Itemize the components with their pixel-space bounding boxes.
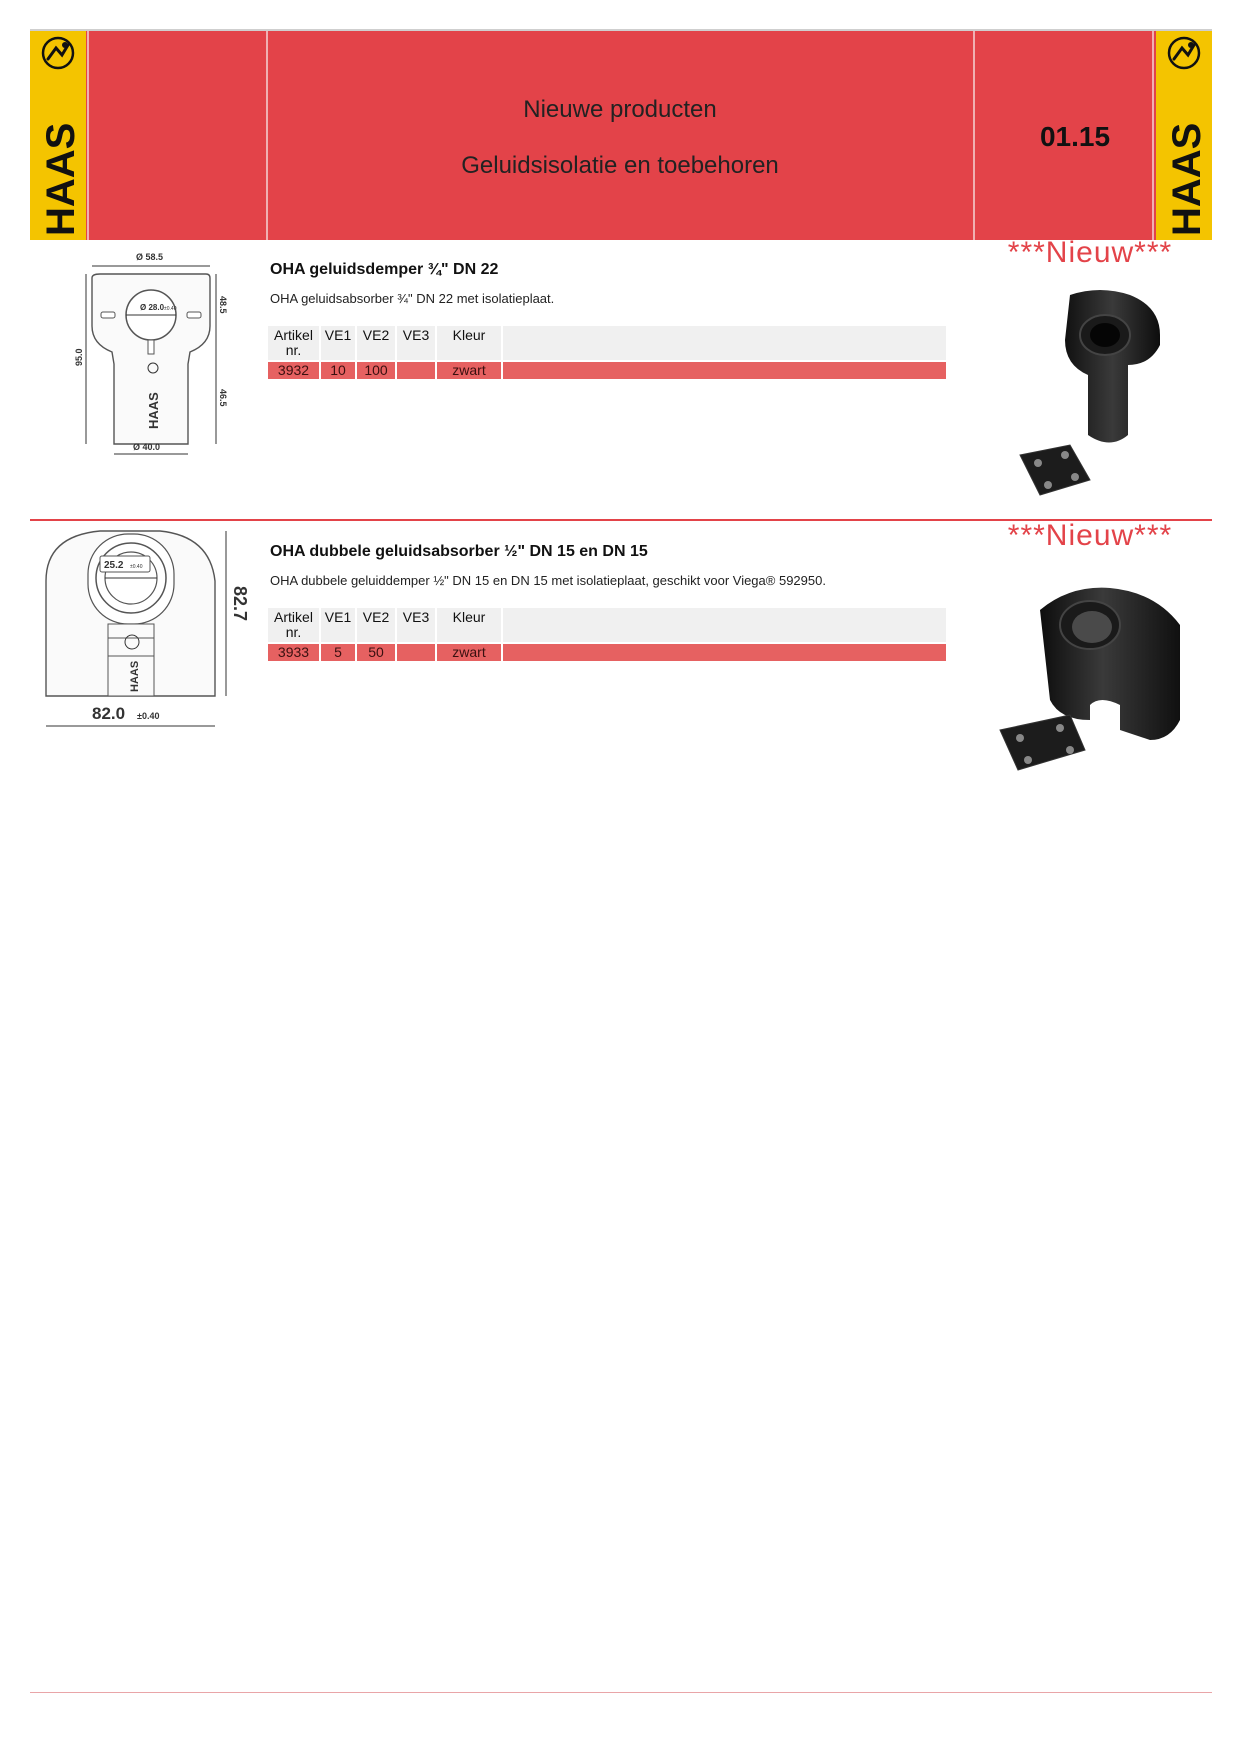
table-cell: 100 bbox=[356, 361, 396, 379]
article-table bbox=[268, 608, 948, 661]
svg-text:Ø 58.5: Ø 58.5 bbox=[136, 252, 164, 262]
page-title: Nieuwe producten bbox=[523, 96, 717, 123]
table-cell: 50 bbox=[356, 643, 396, 661]
header-divider bbox=[87, 31, 89, 240]
column-header: VE3 bbox=[396, 608, 436, 643]
table-row bbox=[268, 361, 947, 379]
article-table bbox=[268, 326, 948, 379]
svg-text:±0.40: ±0.40 bbox=[137, 711, 160, 721]
column-header: VE2 bbox=[356, 326, 396, 361]
product-photo bbox=[990, 580, 1200, 800]
column-header: Artikel nr. bbox=[268, 326, 320, 361]
product-photo bbox=[1010, 285, 1180, 510]
page-number: 01.15 bbox=[1039, 121, 1111, 152]
svg-text:25.2: 25.2 bbox=[104, 560, 124, 571]
product-description: OHA geluidsabsorber ¾" DN 22 met isolatieplaat. bbox=[270, 291, 555, 306]
product-description: OHA dubbele geluiddemper ½" DN 15 en DN 15 met isolatieplaat, geschikt voor Viega® 592950. bbox=[270, 573, 826, 588]
table-cell: zwart bbox=[436, 361, 502, 379]
svg-text:Ø 40.0: Ø 40.0 bbox=[133, 442, 161, 452]
haas-logo bbox=[1156, 31, 1212, 240]
column-header-spacer bbox=[502, 608, 947, 643]
page-subtitle: Geluidsisolatie en toebehoren bbox=[461, 152, 779, 179]
new-badge: ***Nieuw*** bbox=[1007, 519, 1173, 552]
table-cell bbox=[396, 361, 436, 379]
svg-text:HAAS: HAAS bbox=[146, 392, 161, 429]
svg-text:48.5: 48.5 bbox=[218, 296, 228, 314]
svg-text:±0.40: ±0.40 bbox=[164, 306, 177, 312]
svg-text:95.0: 95.0 bbox=[74, 348, 84, 366]
svg-text:±0.40: ±0.40 bbox=[130, 564, 143, 570]
technical-drawing bbox=[60, 244, 250, 469]
technical-drawing bbox=[40, 526, 260, 751]
column-header: VE1 bbox=[320, 608, 356, 643]
svg-text:46.5: 46.5 bbox=[218, 389, 228, 407]
table-row bbox=[268, 643, 947, 661]
new-badge: ***Nieuw*** bbox=[1007, 236, 1173, 269]
column-header: Kleur bbox=[436, 326, 502, 361]
table-cell bbox=[396, 643, 436, 661]
page-header bbox=[30, 29, 1212, 240]
svg-text:HAAS: HAAS bbox=[1165, 122, 1209, 236]
column-header: Kleur bbox=[436, 608, 502, 643]
svg-text:HAAS: HAAS bbox=[39, 122, 83, 236]
table-cell: 5 bbox=[320, 643, 356, 661]
product-title: OHA geluidsdemper ¾" DN 22 bbox=[270, 261, 499, 278]
svg-text:HAAS: HAAS bbox=[129, 660, 141, 692]
table-cell-spacer bbox=[502, 361, 947, 379]
svg-text:82.0: 82.0 bbox=[92, 704, 126, 723]
table-cell: zwart bbox=[436, 643, 502, 661]
haas-logo bbox=[30, 31, 86, 240]
column-header: VE1 bbox=[320, 326, 356, 361]
column-header-spacer bbox=[502, 326, 947, 361]
column-header: VE3 bbox=[396, 326, 436, 361]
table-cell: 3933 bbox=[268, 643, 320, 661]
svg-text:82.7: 82.7 bbox=[230, 586, 250, 622]
column-header: VE2 bbox=[356, 608, 396, 643]
svg-text:Ø 28.0: Ø 28.0 bbox=[140, 303, 165, 312]
footer-divider bbox=[30, 1692, 1212, 1693]
column-header: Artikel nr. bbox=[268, 608, 320, 643]
header-divider bbox=[266, 31, 268, 240]
product-title: OHA dubbele geluidsabsorber ½" DN 15 en DN 15 bbox=[270, 543, 648, 560]
table-cell-spacer bbox=[502, 643, 947, 661]
table-cell: 10 bbox=[320, 361, 356, 379]
table-cell: 3932 bbox=[268, 361, 320, 379]
